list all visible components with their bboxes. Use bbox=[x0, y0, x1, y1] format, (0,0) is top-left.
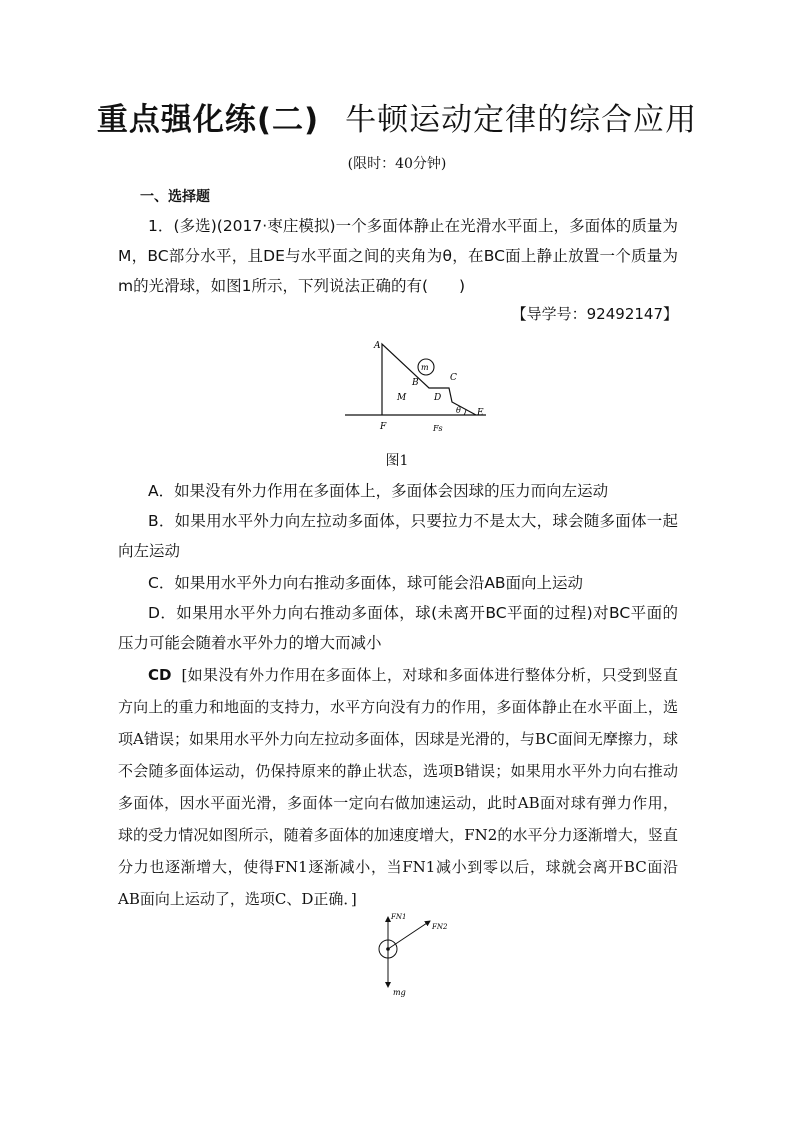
option-b: B．如果用水平外力向左拉动多面体，只要拉力不是太大，球会随多面体一起向左运动 bbox=[118, 512, 678, 560]
figure-1-diagram bbox=[340, 335, 490, 445]
time-limit: (限时：40分钟) bbox=[347, 156, 447, 172]
fn2-arrow bbox=[388, 921, 430, 949]
option-a: A．如果没有外力作用在多面体上，多面体会因球的压力而向左运动 bbox=[148, 482, 609, 500]
fn2-label: FN2 bbox=[432, 923, 448, 931]
label-e: E bbox=[477, 408, 484, 418]
guide-number: 【导学号：92492147】 bbox=[511, 305, 678, 323]
label-block-m: M bbox=[397, 393, 407, 403]
label-fs: Fs bbox=[433, 424, 443, 433]
label-d: D bbox=[434, 393, 442, 403]
force-diagram bbox=[370, 905, 480, 1000]
label-ball-m: m bbox=[421, 363, 429, 372]
block-outline bbox=[382, 344, 476, 415]
figure-1-caption: 图1 bbox=[385, 453, 409, 469]
explanation-text: [如果没有外力作用在多面体上，对球和多面体进行整体分析，只受到竖直方向上的重力和地面的支持力，水平方向没有力的作用，多面体静止在水平面上，选项A错误；如果用水平外力向左拉动多面体，因球是光滑的，与BC面间无摩擦力，球不会随多面体运动，仍保持原来的静止状态，选项B错误；如果用水平外力向右推动多面体，因水平面光滑，多面体一定向右做加速运动，此时AB面对球有弹力作用，球的受力情况如图所示，随着多面体的加速度增大，FN2的水平分力逐渐增大，竖直分力也逐渐增大，使得FN1逐渐减小，当FN1减小到零以后，球就会离开BC面沿AB面向上运动了，选项C、D正确．] bbox=[118, 666, 678, 908]
label-b: B bbox=[412, 378, 419, 388]
question-stem: 1．(多选)(2017·枣庄模拟)一个多面体静止在光滑水平面上，多面体的质量为M，BC部分水平，且DE与水平面之间的夹角为θ，在BC面上静止放置一个质量为m的光滑球，如图1所示，下列说法正确的有( ) bbox=[118, 217, 678, 295]
title-main: 重点强化练(二) bbox=[96, 102, 320, 138]
option-c: C．如果用水平外力向右推动多面体，球可能会沿AB面向上运动 bbox=[148, 574, 584, 592]
page-title bbox=[0, 94, 794, 139]
answer-explanation bbox=[118, 659, 678, 915]
section-heading: 一、选择题 bbox=[140, 189, 210, 205]
label-f: F bbox=[380, 422, 387, 432]
answer-key: CD bbox=[148, 666, 172, 684]
label-a: A bbox=[374, 341, 381, 351]
mg-label: mg bbox=[393, 988, 406, 997]
option-d: D．如果用水平外力向右推动多面体，球(未离开BC平面的过程)对BC平面的压力可能会随着水平外力的增大而减小 bbox=[118, 604, 678, 652]
label-c: C bbox=[450, 373, 457, 383]
angle-arc bbox=[464, 409, 466, 415]
fn1-label: FN1 bbox=[391, 913, 407, 921]
label-theta: θ bbox=[456, 406, 461, 415]
title-sub: 牛顿运动定律的综合应用 bbox=[345, 102, 698, 138]
